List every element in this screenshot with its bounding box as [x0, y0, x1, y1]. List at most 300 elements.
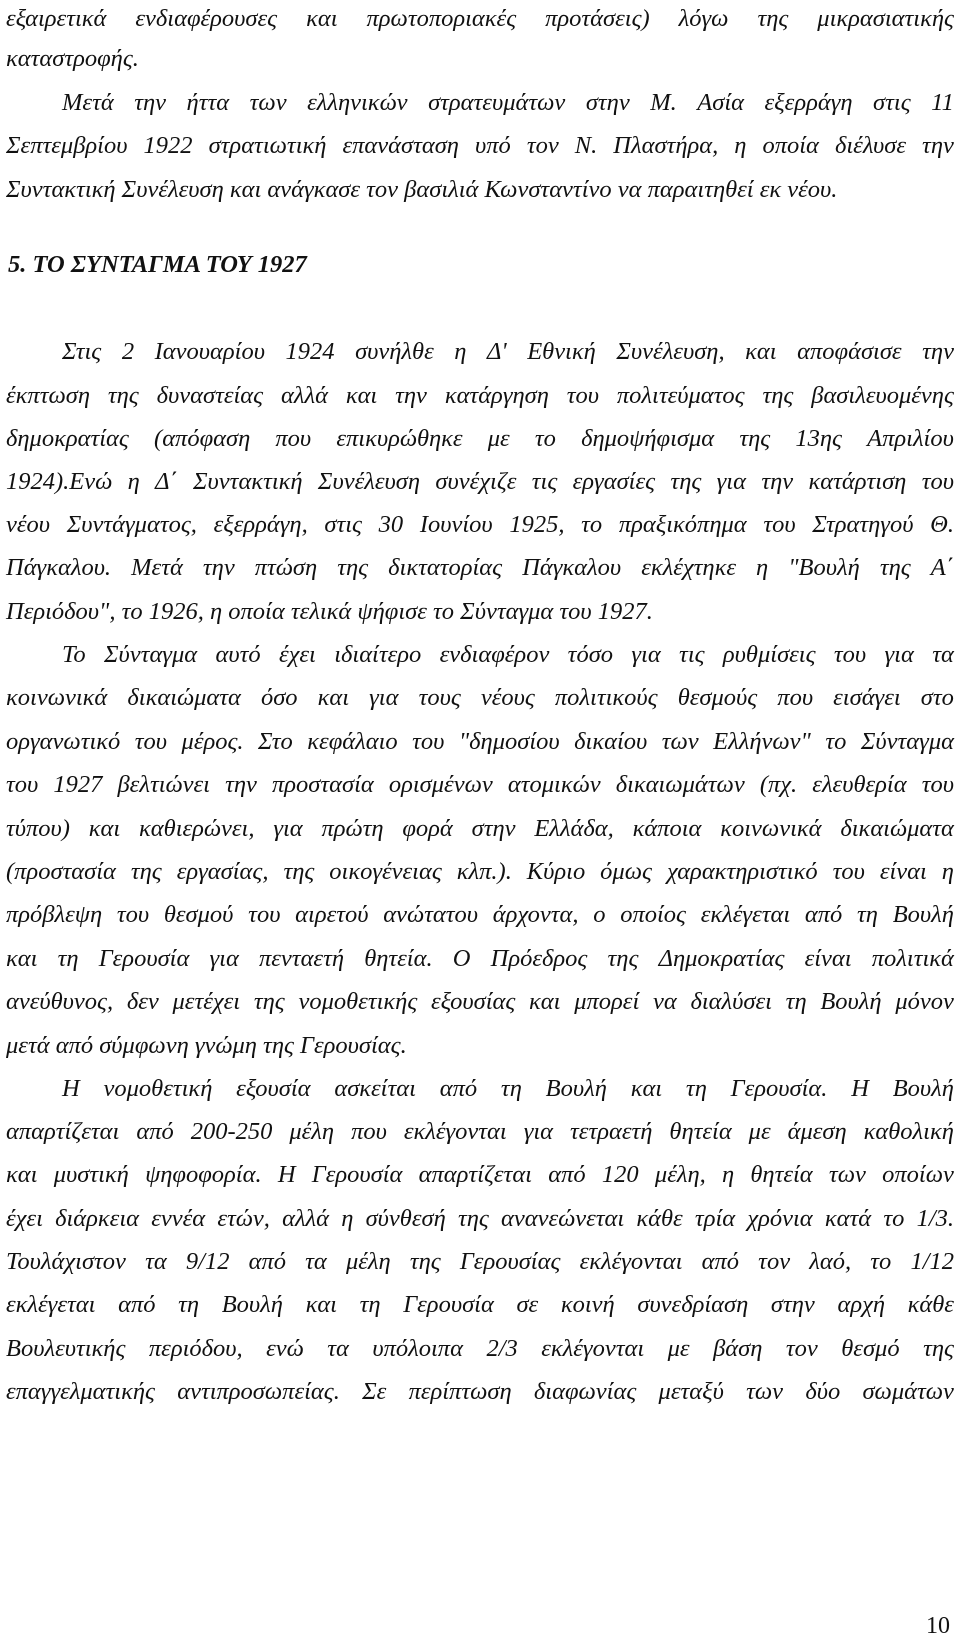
- paragraph-assembly-line-4: [6, 467, 954, 497]
- word: λαό,: [809, 1248, 852, 1275]
- word: Βουλή: [892, 1075, 954, 1102]
- word: συνεδρίαση: [637, 1291, 749, 1318]
- word: τη: [359, 1291, 381, 1318]
- word: διέλυσε: [834, 132, 906, 159]
- word: μέλη: [289, 1118, 335, 1145]
- word: κοινή: [560, 1291, 615, 1318]
- word: (απόφαση: [154, 425, 251, 452]
- word: 200-250: [190, 1118, 273, 1145]
- word: του: [134, 728, 168, 755]
- word: της: [283, 858, 315, 885]
- word: τη: [857, 901, 878, 928]
- word: ατομικών: [507, 771, 601, 798]
- word: από: [548, 1161, 586, 1188]
- word: πραξικόπημα: [618, 511, 747, 538]
- word: η: [127, 468, 140, 495]
- word: εξερράγη: [764, 89, 853, 116]
- word: Στο: [258, 728, 293, 755]
- word: και: [6, 1161, 38, 1188]
- word: οργανωτικό: [6, 728, 121, 755]
- word: για: [523, 1118, 554, 1145]
- word: λόγω: [678, 5, 729, 32]
- word: "Βουλή: [788, 554, 860, 581]
- word: το: [534, 425, 556, 452]
- word: η: [454, 338, 467, 365]
- word: με: [667, 1335, 690, 1362]
- word: Μ.: [650, 89, 677, 116]
- paragraph-constitution-line-6: [6, 857, 954, 887]
- word: των: [661, 728, 699, 755]
- word: της: [739, 425, 771, 452]
- word: Απριλίου: [867, 425, 954, 452]
- paragraph-intro-line-1: [6, 4, 954, 34]
- word: 1924).Ενώ: [6, 468, 113, 495]
- paragraph-constitution-line-7: [6, 900, 954, 930]
- word: υπό: [475, 132, 511, 159]
- word: οποίων: [882, 1161, 954, 1188]
- word: την: [395, 382, 427, 409]
- word: διαλύσει: [690, 988, 772, 1015]
- word: εξερράγη,: [213, 511, 308, 538]
- word: στις: [873, 89, 911, 116]
- word: στρατιωτική: [208, 132, 327, 159]
- word: ετών,: [217, 1205, 270, 1232]
- word: η: [941, 858, 954, 885]
- word: 13ης: [795, 425, 842, 452]
- word: δημοψήφισμα: [581, 425, 715, 452]
- word: Σε: [362, 1378, 387, 1405]
- word: δυναστείας: [156, 382, 264, 409]
- word: τα: [145, 1248, 167, 1275]
- word: πρωτοποριακές: [366, 5, 517, 32]
- word: των: [746, 1378, 784, 1405]
- word: την: [202, 554, 235, 581]
- word: και: [88, 815, 121, 842]
- word: νομοθετική: [103, 1075, 213, 1102]
- word: στις: [324, 511, 362, 538]
- word: μέρος.: [181, 728, 244, 755]
- paragraph-assembly-line-6: [6, 553, 954, 583]
- word: για: [209, 945, 239, 972]
- word: ήττα: [186, 89, 230, 116]
- word: του: [566, 382, 600, 409]
- word: τη: [500, 1075, 522, 1102]
- word: εκλέγεται: [6, 1291, 96, 1318]
- word: ανώτατου: [383, 901, 478, 928]
- word: του: [6, 771, 39, 798]
- word: εξαιρετικά: [6, 5, 107, 32]
- word: εκλέγονται: [403, 1118, 507, 1145]
- word: επικυρώθηκε: [336, 425, 463, 452]
- word: τρία: [694, 1205, 736, 1232]
- word: βάση: [713, 1335, 763, 1362]
- word: οικογένειας: [329, 858, 442, 885]
- paragraph-legislative-line-5: [6, 1247, 954, 1277]
- word: τους: [418, 684, 461, 711]
- word: ρυθμίσεις: [722, 641, 816, 668]
- word: η: [721, 1161, 735, 1188]
- word: την: [761, 468, 794, 495]
- paragraph-revolution-line-3: Συντακτική Συνέλευση και ανάγκασε τον βασιλιά Κωνσταντίνο να παραιτηθεί εκ νέου.: [6, 176, 838, 203]
- word: δημοκρατίας: [6, 425, 129, 452]
- word: Συντάγματος,: [66, 511, 197, 538]
- word: περιόδου,: [148, 1335, 243, 1362]
- word: Βουλή: [545, 1075, 607, 1102]
- word: άρχοντα,: [492, 901, 579, 928]
- word: προτάσεις): [545, 5, 650, 32]
- word: του: [921, 771, 954, 798]
- word: η: [734, 132, 747, 159]
- word: τα: [327, 1335, 349, 1362]
- word: το: [581, 511, 603, 538]
- word: αρχή: [837, 1291, 886, 1318]
- word: μέλη,: [654, 1161, 706, 1188]
- word: εξουσία: [236, 1075, 311, 1102]
- paragraph-constitution-line-8: [6, 944, 954, 974]
- word: βασιλευομένης: [811, 382, 954, 409]
- word: ενδιαφέρον: [439, 641, 550, 668]
- word: που: [275, 425, 312, 452]
- word: και: [305, 1291, 337, 1318]
- word: και: [745, 338, 777, 365]
- word: Σεπτεμβρίου: [6, 132, 128, 159]
- word: κάθε: [636, 1205, 683, 1232]
- word: νέους: [480, 684, 535, 711]
- word: θεσμού: [163, 901, 234, 928]
- word: αλλά: [280, 382, 328, 409]
- section-heading: 5. ΤΟ ΣΥΝΤΑΓΜΑ ΤΟΥ 1927: [8, 251, 307, 278]
- word: Ν.: [574, 132, 598, 159]
- word: θεσμό: [841, 1335, 900, 1362]
- word: της: [607, 945, 639, 972]
- word: και: [6, 945, 38, 972]
- word: τα: [932, 641, 954, 668]
- word: τη: [178, 1291, 200, 1318]
- word: τον: [526, 132, 559, 159]
- word: και: [345, 382, 378, 409]
- word: τη: [57, 945, 79, 972]
- word: Γερουσία: [98, 945, 190, 972]
- word: για: [716, 468, 746, 495]
- word: Γερουσία.: [730, 1075, 828, 1102]
- word: πρόβλεψη: [6, 901, 103, 928]
- word: πολιτεύματος: [616, 382, 745, 409]
- word: 11: [931, 89, 954, 116]
- word: αλλά: [282, 1205, 330, 1232]
- paragraph-intro-line-2: καταστροφής.: [6, 45, 139, 72]
- word: έκπτωση: [6, 382, 90, 409]
- word: Βουλή: [221, 1291, 283, 1318]
- word: όμως: [600, 858, 652, 885]
- word: εξουσίας: [431, 988, 516, 1015]
- word: εκλέγεται: [700, 901, 791, 928]
- word: κάποια: [632, 815, 702, 842]
- word: αιρετού: [295, 901, 369, 928]
- word: μικρασιατικής: [817, 5, 954, 32]
- word: Σύνταγμα: [860, 728, 954, 755]
- word: που: [777, 684, 814, 711]
- paragraph-revolution-line-2: [6, 131, 954, 161]
- word: διαφωνίας: [533, 1378, 637, 1405]
- word: Εθνική: [527, 338, 596, 365]
- word: ασκείται: [334, 1075, 416, 1102]
- word: τόσο: [567, 641, 614, 668]
- paragraph-assembly-line-3: [6, 424, 954, 454]
- word: οποία: [762, 132, 819, 159]
- word: Συντακτική: [193, 468, 303, 495]
- word: ορισμένων: [388, 771, 493, 798]
- word: 2/3: [486, 1335, 518, 1362]
- word: μετέχει: [172, 988, 241, 1015]
- word: επανάσταση: [342, 132, 459, 159]
- word: μόνον: [895, 988, 954, 1015]
- word: πρώτη: [321, 815, 384, 842]
- word: 30: [378, 511, 404, 538]
- word: της: [337, 554, 369, 581]
- word: την: [134, 89, 167, 116]
- word: από: [136, 1118, 174, 1145]
- word: εισάγει: [833, 684, 901, 711]
- word: Πάγκαλου: [522, 554, 622, 581]
- word: των: [828, 1161, 866, 1188]
- word: του: [248, 901, 281, 928]
- word: του: [763, 511, 796, 538]
- word: μεταξύ: [658, 1378, 724, 1405]
- word: της: [457, 1205, 489, 1232]
- word: άμεση: [787, 1118, 847, 1145]
- word: Γερουσίας: [459, 1248, 561, 1275]
- word: μέλη: [345, 1248, 391, 1275]
- word: περίπτωση: [408, 1378, 512, 1405]
- word: της: [879, 554, 911, 581]
- word: η: [756, 554, 769, 581]
- word: σύνθεσή: [365, 1205, 446, 1232]
- paragraph-legislative-line-2: [6, 1117, 954, 1147]
- word: στρατευμάτων: [428, 89, 566, 116]
- word: θεσμούς: [677, 684, 758, 711]
- word: οποίος: [620, 901, 686, 928]
- word: τύπου): [6, 815, 70, 842]
- paragraph-assembly-line-2: [6, 381, 954, 411]
- paragraph-legislative-line-7: [6, 1334, 954, 1364]
- word: εργασίες: [572, 468, 656, 495]
- word: την: [922, 132, 954, 159]
- word: Το: [62, 641, 86, 668]
- word: Βουλή: [892, 901, 954, 928]
- paragraph-legislative-line-4: [6, 1204, 954, 1234]
- word: χαρακτηριστικό: [666, 858, 818, 885]
- word: Ασία: [697, 89, 745, 116]
- word: από: [804, 901, 843, 928]
- word: απαρτίζεται: [418, 1161, 532, 1188]
- word: κατάρτιση: [808, 468, 907, 495]
- word: Η: [851, 1075, 869, 1102]
- word: εκλέγονται: [579, 1248, 683, 1275]
- word: για: [884, 641, 914, 668]
- word: στην: [770, 1291, 815, 1318]
- word: της: [409, 1248, 441, 1275]
- word: από: [118, 1291, 156, 1318]
- word: Κύριο: [526, 858, 586, 885]
- word: που: [351, 1118, 387, 1145]
- word: του: [833, 641, 867, 668]
- word: ψηφοφορία.: [145, 1161, 262, 1188]
- word: καθολική: [863, 1118, 954, 1145]
- word: και: [630, 1075, 663, 1102]
- word: χρόνια: [747, 1205, 813, 1232]
- word: κατάργηση: [444, 382, 549, 409]
- word: τη: [685, 1075, 707, 1102]
- word: 1922: [143, 132, 193, 159]
- word: δεν: [126, 988, 159, 1015]
- word: στην: [585, 89, 630, 116]
- word: Γερουσία: [403, 1291, 494, 1318]
- word: διάρκεια: [55, 1205, 140, 1232]
- page-number: 10: [926, 1613, 950, 1639]
- word: Συνέλευση,: [616, 338, 725, 365]
- word: του: [921, 468, 954, 495]
- word: βελτιώνει: [117, 771, 210, 798]
- word: πολιτικά: [871, 945, 954, 972]
- paragraph-assembly-line-7: Περιόδου", το 1926, η οποία τελικά ψήφισε το Σύνταγμα του 1927.: [6, 598, 653, 625]
- word: δικαίου: [574, 728, 648, 755]
- word: Σύνταγμα: [104, 641, 198, 668]
- paragraph-constitution-line-9: [6, 987, 954, 1017]
- word: από: [439, 1075, 478, 1102]
- word: φορά: [402, 815, 453, 842]
- word: ελευθερία: [812, 771, 907, 798]
- paragraph-assembly-line-1: [62, 337, 954, 367]
- word: προστασία: [272, 771, 374, 798]
- word: Στρατηγού: [812, 511, 914, 538]
- word: (πχ.: [759, 771, 798, 798]
- word: δικαιωμάτων: [615, 771, 745, 798]
- word: της: [762, 382, 794, 409]
- word: δικτατορίας: [388, 554, 503, 581]
- word: στο: [920, 684, 954, 711]
- word: Ιουνίου: [419, 511, 493, 538]
- word: Τουλάχιστον: [6, 1248, 126, 1275]
- word: με: [487, 425, 510, 452]
- paragraph-constitution-line-4: [6, 770, 954, 800]
- word: 9/12: [185, 1248, 230, 1275]
- word: 120: [601, 1161, 639, 1188]
- word: τα: [305, 1248, 327, 1275]
- word: Η: [62, 1075, 80, 1102]
- word: ανανεώνεται: [501, 1205, 625, 1232]
- word: να: [653, 988, 677, 1015]
- word: Μετά: [62, 89, 114, 116]
- word: υπόλοιπα: [372, 1335, 463, 1362]
- word: κατά: [824, 1205, 872, 1232]
- word: του: [412, 728, 445, 755]
- word: 1924: [285, 338, 335, 365]
- word: του: [116, 901, 150, 928]
- word: το: [825, 728, 847, 755]
- word: της: [107, 382, 139, 409]
- word: Ελλήνων": [713, 728, 811, 755]
- word: της: [253, 988, 285, 1015]
- word: Στις: [62, 338, 102, 365]
- word: 2: [121, 338, 135, 365]
- word: ελληνικών: [307, 89, 408, 116]
- word: Βουλευτικής: [6, 1335, 126, 1362]
- word: Δημοκρατίας: [658, 945, 785, 972]
- word: κλπ.).: [456, 858, 512, 885]
- word: Α΄: [930, 554, 954, 581]
- word: τετραετή: [570, 1118, 653, 1145]
- word: της: [670, 468, 702, 495]
- word: θητεία: [750, 1161, 813, 1188]
- word: στην: [471, 815, 516, 842]
- word: Μετά: [131, 554, 183, 581]
- word: της: [757, 5, 789, 32]
- word: συνέχιζε: [435, 468, 517, 495]
- word: από: [248, 1248, 286, 1275]
- word: και: [306, 5, 338, 32]
- word: και: [529, 988, 561, 1015]
- word: με: [748, 1118, 771, 1145]
- word: Πάγκαλου.: [6, 554, 112, 581]
- word: (προστασία: [6, 858, 116, 885]
- word: όσο: [260, 684, 298, 711]
- paragraph-legislative-line-8: [6, 1377, 954, 1407]
- word: η: [341, 1205, 354, 1232]
- word: πτώση: [254, 554, 318, 581]
- paragraph-assembly-line-5: [6, 510, 954, 540]
- word: μυστική: [53, 1161, 129, 1188]
- paragraph-constitution-line-5: [6, 814, 954, 844]
- word: αποφάσισε: [797, 338, 902, 365]
- word: ο: [593, 901, 606, 928]
- paragraph-legislative-line-3: [6, 1160, 954, 1190]
- word: του: [832, 858, 865, 885]
- word: 1925,: [509, 511, 565, 538]
- paragraph-constitution-line-1: [62, 640, 954, 670]
- paragraph-constitution-line-3: [6, 727, 954, 757]
- word: την: [922, 338, 954, 365]
- word: και: [317, 684, 350, 711]
- word: το: [883, 1205, 905, 1232]
- paragraph-constitution-line-10: μετά από σύμφωνη γνώμη της Γερουσίας.: [6, 1032, 407, 1059]
- word: νέου: [6, 511, 51, 538]
- word: τον: [758, 1248, 791, 1275]
- word: Ιανουαρίου: [154, 338, 265, 365]
- word: Ο: [452, 945, 471, 972]
- paragraph-legislative-line-1: [62, 1074, 954, 1104]
- word: τις: [531, 468, 558, 495]
- word: για: [369, 684, 399, 711]
- word: 1/3.: [916, 1205, 954, 1232]
- word: νομοθετικής: [298, 988, 418, 1015]
- word: εννέα: [151, 1205, 206, 1232]
- word: σωμάτων: [862, 1378, 954, 1405]
- word: μπορεί: [574, 988, 640, 1015]
- word: ενώ: [266, 1335, 304, 1362]
- word: θητεία.: [364, 945, 433, 972]
- word: Πλαστήρα,: [613, 132, 719, 159]
- word: έχει: [278, 641, 316, 668]
- word: ιδιαίτερο: [334, 641, 422, 668]
- paragraph-constitution-line-2: [6, 683, 954, 713]
- word: είναι: [879, 858, 927, 885]
- word: δικαιώματα: [127, 684, 241, 711]
- paragraph-legislative-line-6: [6, 1290, 954, 1320]
- word: 1/12: [910, 1248, 954, 1275]
- word: Δ΄: [155, 468, 178, 495]
- word: για: [631, 641, 661, 668]
- word: έχει: [6, 1205, 43, 1232]
